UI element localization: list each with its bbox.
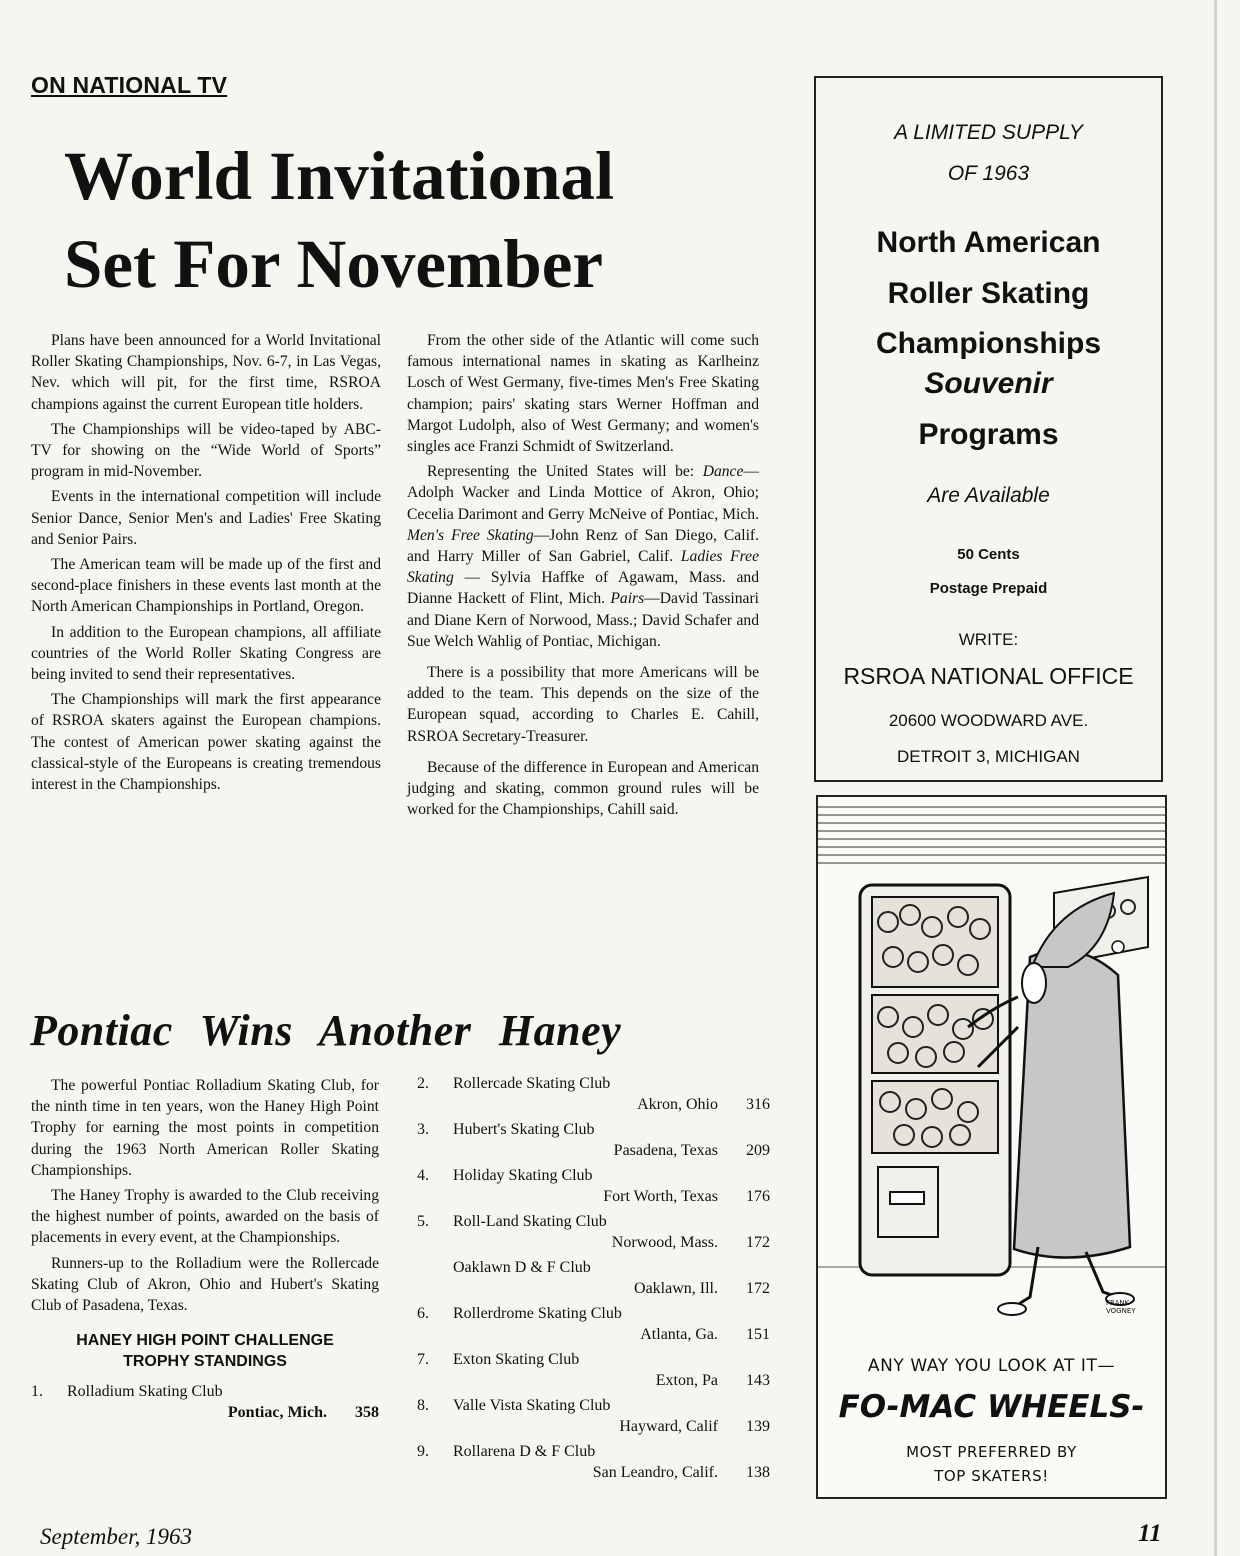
ad-tagline: ANY WAY YOU LOOK AT IT— (867, 1356, 1116, 1376)
standing-rank: 7. (417, 1351, 429, 1368)
nightcap-tassel (1112, 941, 1124, 953)
standing-location: Oaklawn, Ill. (634, 1279, 718, 1297)
article-column-2 (407, 330, 759, 824)
ad-programs: Programs (918, 418, 1059, 451)
paragraph: The powerful Pontiac Rolladium Skating Club, for the ninth time in ten years, won the Haney High Point Trophy for earning the most points in competition during the 1963 North American Roller Skating Championships. (31, 1077, 379, 1179)
drawer-handle (890, 1192, 924, 1204)
standing-club: Holiday Skating Club (453, 1167, 593, 1184)
standing-points: 316 (746, 1095, 770, 1113)
standing-club: Rollerdrome Skating Club (453, 1305, 622, 1322)
paragraph: Events in the international competition will include Senior Dance, Senior Men's and Ladies' Free Skating and Senior Pairs. (31, 488, 381, 548)
rep-dance-text: —Adolph Wacker and Linda Mottice of Akron, Ohio; Cecelia Darimont and Gerry McNeive of Pontiac, Mich. (407, 463, 759, 523)
standing-row (417, 1442, 770, 1483)
standing-location-line (417, 1187, 770, 1208)
standing-points: 176 (746, 1187, 770, 1205)
standing-rank: 8. (417, 1397, 429, 1414)
ad-available: Are Available (927, 484, 1050, 507)
standing-points: 358 (355, 1403, 379, 1421)
standing-club: Rollercade Skating Club (453, 1075, 611, 1092)
paragraph: From the other side of the Atlantic will come such famous international names in skating as Karlheinz Losch of West Germany, five-times Men's Free Skating champion; pairs' skating stars Werner Hoffman and Margot Ludolph, also of West Germany; and women's singles ace Franzi Schmidt of Switzerland. (407, 332, 759, 456)
ad-title: North American Roller Skating Championships (875, 226, 1101, 360)
ad-office: RSROA NATIONAL OFFICE (843, 663, 1134, 689)
rep-pairs-label: Pairs (610, 590, 645, 608)
rep-dance-label: Dance (702, 463, 744, 481)
representatives-paragraph (407, 461, 759, 652)
rep-intro: Representing the United States will be: (427, 463, 703, 481)
standing-rank: 9. (417, 1443, 429, 1460)
standing-club: Roll-Land Skating Club (453, 1213, 607, 1230)
paragraph: Plans have been announced for a World Invitational Roller Skating Championships, Nov. 6-7, in Las Vegas, Nev. which will pit, for the first time, RSROA champions against the current European title holders. (31, 332, 381, 413)
rep-pairs-text: —David Tassinari and Diane Kern of Norwood, Mass.; David Schafer and Sue Welch Wahlig of Pontiac, Michigan. (407, 590, 759, 650)
headline: World Invitational Set For November (64, 138, 615, 302)
paragraph: The American team will be made up of the first and second-place finishers in these events last month at the North American Championships in Portland, Oregon. (31, 556, 381, 616)
standing-rank: 2. (417, 1075, 429, 1092)
standing-row (31, 1382, 379, 1423)
standing-row (417, 1304, 770, 1345)
paragraph: In addition to the European champions, all affiliate countries of the World Roller Skating Congress are being invited to send their representatives. (31, 623, 381, 684)
standing-points: 172 (746, 1279, 770, 1297)
rep-ladies-text: — Sylvia Haffke of Agawam, Mass. and Dianne Hackett of Flint, Mich. (407, 569, 759, 608)
standing-points: 172 (746, 1233, 770, 1251)
standing-club: Rollarena D & F Club (453, 1443, 596, 1460)
standing-location: Atlanta, Ga. (640, 1325, 718, 1343)
haney-column-1 (31, 1075, 379, 1428)
standing-points: 151 (746, 1325, 770, 1343)
cartoon-illustration (818, 797, 1165, 1342)
standing-row (417, 1074, 770, 1115)
standing-row (417, 1212, 770, 1253)
standing-rank: 6. (417, 1305, 429, 1322)
standing-location-line (417, 1463, 770, 1484)
standing-club: Oaklawn D & F Club (453, 1259, 591, 1276)
standing-location: Fort Worth, Texas (603, 1187, 718, 1205)
standing-club: Valle Vista Skating Club (453, 1397, 611, 1414)
standing-rank: 1. (31, 1383, 43, 1401)
standing-location-line (417, 1279, 770, 1300)
sub-headline: Pontiac Wins Another Haney (30, 1006, 622, 1055)
standings-heading: HANEY HIGH POINT CHALLENGE TROPHY STANDINGS (76, 1332, 334, 1371)
standing-rank: 3. (417, 1121, 429, 1138)
slipper (998, 1303, 1026, 1315)
standing-rank: 4. (417, 1167, 429, 1184)
standing-location-line (417, 1325, 770, 1346)
souvenir-program-ad (814, 76, 1163, 782)
standing-row (417, 1258, 770, 1299)
ad-brand: FO-MAC WHEELS- (838, 1389, 1145, 1425)
freezer-shelf (872, 897, 998, 987)
standing-points: 209 (746, 1141, 770, 1159)
standings-list (31, 1382, 379, 1423)
standings-list (417, 1074, 770, 1483)
ad-write: WRITE: (958, 630, 1019, 649)
standing-club: Rolladium Skating Club (67, 1383, 223, 1401)
standing-location: Norwood, Mass. (611, 1233, 718, 1251)
standing-points: 143 (746, 1371, 770, 1389)
fomac-wheels-ad (816, 795, 1167, 1499)
paragraph: The Haney Trophy is awarded to the Club receiving the highest number of points, awarded on the basis of placements in every event, at the Championships. (31, 1187, 379, 1247)
paragraph: The Championships will mark the first appearance of RSROA skaters against the European champions. The contest of American power skating against the classical-style of the Europeans is creating tremendous interest in the Championships. (31, 691, 381, 794)
standing-location: San Leandro, Calif. (592, 1463, 718, 1481)
kicker: ON NATIONAL TV (31, 72, 228, 98)
standing-location-line (417, 1095, 770, 1116)
paragraph: Runners-up to the Rolladium were the Rollercade Skating Club of Akron, Ohio and Hubert's Skating Club of Pasadena, Texas. (31, 1254, 379, 1315)
standing-row (417, 1120, 770, 1161)
standing-rank: 5. (417, 1213, 429, 1230)
article-column-1 (31, 330, 381, 799)
standing-location-line (417, 1371, 770, 1392)
paragraph: There is a possibility that more Americans will be added to the team. This depends on the size of the European squad, according to Charles E. Cahill, RSROA Secretary-Treasurer. (407, 664, 759, 745)
rep-ladies-label: Ladies Free Skating (407, 548, 759, 587)
standing-club: Hubert's Skating Club (453, 1121, 595, 1138)
face (1022, 963, 1046, 1003)
paragraph: The Championships will be video-taped by ABC-TV for showing on the “Wide World of Sports” program in mid-November. (31, 420, 381, 481)
rep-mens-text: —John Renz of San Diego, Calif. and Harry Miller of San Gabriel, Calif. (407, 526, 759, 566)
standing-club: Exton Skating Club (453, 1351, 580, 1368)
ad-address: 20600 WOODWARD AVE. DETROIT 3, MICHIGAN (888, 711, 1089, 766)
standing-location-line (417, 1417, 770, 1438)
ad-price: 50 Cents Postage Prepaid (929, 546, 1048, 597)
ad-supply-line: A LIMITED SUPPLY OF 1963 (894, 121, 1083, 185)
standing-location-line (417, 1233, 770, 1254)
standing-points: 138 (746, 1463, 770, 1481)
standing-location-line (31, 1403, 379, 1424)
standing-location: Pasadena, Texas (613, 1141, 718, 1159)
standings-continued (417, 1074, 770, 1488)
standing-points: 139 (746, 1417, 770, 1435)
artist-signature: FRANK VOGNEY (1106, 1299, 1136, 1315)
standing-row (417, 1396, 770, 1437)
page-edge (1214, 0, 1217, 1556)
page-number: 11 (1138, 1520, 1162, 1547)
standing-location-line (417, 1141, 770, 1162)
standing-row (417, 1166, 770, 1207)
ad-slogan: MOST PREFERRED BY TOP SKATERS! (906, 1443, 1077, 1485)
standing-location: Exton, Pa (655, 1371, 718, 1389)
ad-souvenir: Souvenir (924, 367, 1053, 400)
leg (1086, 1252, 1118, 1297)
standing-location: Akron, Ohio (637, 1095, 718, 1113)
standing-location: Hayward, Calif (619, 1417, 718, 1435)
footer-date: September, 1963 (40, 1524, 193, 1549)
standing-row (417, 1350, 770, 1391)
rep-mens-label: Men's Free Skating (407, 526, 534, 544)
standing-location: Pontiac, Mich. (227, 1403, 327, 1421)
paragraph: Because of the difference in European and American judging and skating, common ground rules will be worked for the Championships, Cahill said. (407, 758, 759, 819)
wall-hatching (818, 807, 1165, 863)
leg (1014, 1247, 1038, 1307)
